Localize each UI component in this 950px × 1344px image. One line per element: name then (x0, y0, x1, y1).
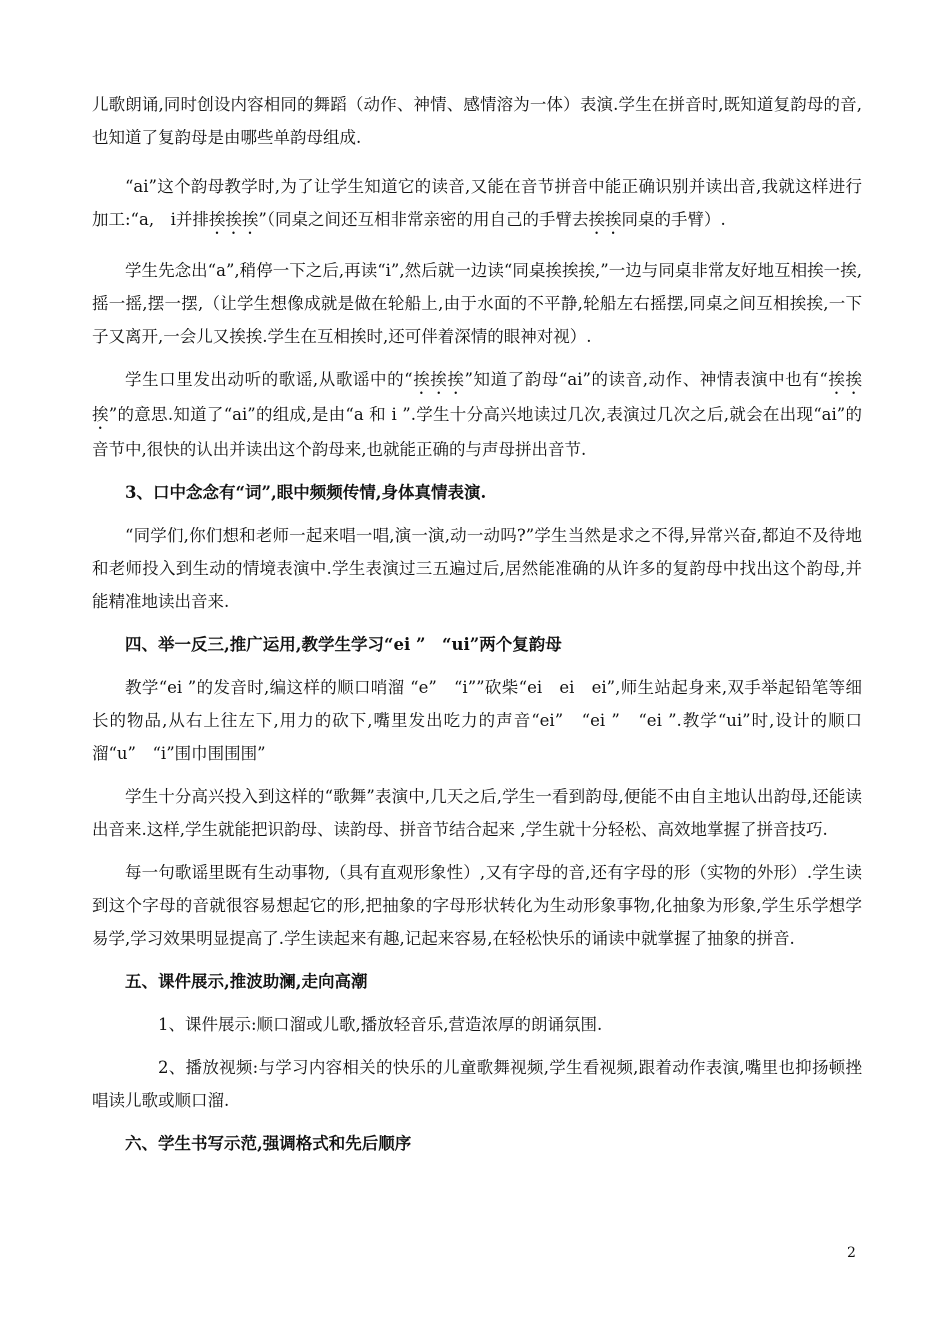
list-item: 1、课件展示:顺口溜或儿歌,播放轻音乐,营造浓厚的朗诵氛围. (158, 1015, 603, 1034)
paragraph (92, 363, 862, 466)
paragraph (92, 170, 862, 238)
paragraph: 儿歌朗诵,同时创设内容相同的舞蹈（动作、神情、感情溶为一体）表演.学生在拼音时,既知道复韵母的音,也知道了复韵母是由哪些单韵母组成. (92, 95, 862, 147)
text-run: ”的意思.知道了“ai”的组成,是由“a 和 i ”.学生十分高兴地读过几次,表演过几次之后,就会在出现“ai”的音节中,很快的认出并读出这个韵母来,也就能正确的与声母拼出音节. (92, 405, 862, 459)
paragraph: 每一句歌谣里既有生动事物,（具有直观形象性）,又有字母的音,还有字母的形（实物的外形）.学生读到这个字母的音就很容易想起它的形,把抽象的字母形状转化为生动形象事物,化抽象为形象,学生乐学想学易学,学习效果明显提高了.学生读起来有趣,记起来容易,在轻松快乐的诵读中就掌握了抽象的拼音. (92, 863, 862, 948)
text-run: ”（同桌之间还互相非常亲密的用自己的手臂去 (258, 210, 589, 229)
text-run: 学生口里发出动听的歌谣,从歌谣中的“ (125, 370, 413, 389)
text-run: “ai”这个韵母教学时,为了让学生知道它的读音,又能在音节拼音中能正确识别并读出音,我就这样进行加工:“a, i并排 (92, 177, 862, 229)
paragraph: 学生十分高兴投入到这样的“歌舞”表演中,几天之后,学生一看到韵母,便能不由自主地认出韵母,还能读出音来.这样,学生就能把识韵母、读韵母、拼音节结合起来 ,学生就十分轻松、高效地掌握了拼音技巧. (92, 787, 862, 839)
section-heading: 六、学生书写示范,强调格式和先后顺序 (125, 1134, 412, 1153)
text-run: 同桌的手臂）. (621, 210, 726, 229)
emphasized-text: 挨挨挨 (92, 370, 863, 424)
paragraph: “同学们,你们想和老师一起来唱一唱,演一演,动一动吗?”学生当然是求之不得,异常兴奋,都迫不及待地和老师投入到生动的情境表演中.学生表演过三五遍过后,居然能准确的从许多的复韵母中找出这个韵母,并能精准地读出音来. (92, 526, 862, 611)
emphasized-text: 挨挨 (588, 210, 622, 229)
page-number: 2 (847, 1245, 856, 1261)
paragraph: 学生先念出“a”,稍停一下之后,再读“i”,然后就一边读“同桌挨挨挨,”一边与同桌非常友好地互相挨一挨,摇一摇,摆一摆,（让学生想像成就是做在轮船上,由于水面的不平静,轮船左右摇摆,同桌之间互相挨挨,一下子又离开,一会儿又挨挨.学生在互相挨时,还可伴着深情的眼神对视）. (92, 261, 862, 346)
section-heading: 五、课件展示,推波助澜,走向高潮 (125, 972, 368, 991)
emphasized-text: 挨挨挨 (208, 210, 259, 229)
text-run: ”知道了韵母“ai”的读音,动作、神情表演中也有“ (464, 370, 828, 389)
list-item: 2、播放视频:与学习内容相关的快乐的儿童歌舞视频,学生看视频,跟着动作表演,嘴里也抑扬顿挫唱读儿歌或顺口溜. (92, 1058, 862, 1110)
section-heading: 3、口中念念有“词”,眼中频频传情,身体真情表演. (125, 483, 487, 502)
emphasized-text: 挨挨挨 (412, 370, 465, 389)
document-body (92, 88, 862, 1160)
section-heading: 四、举一反三,推广运用,教学生学习“ei ” “ui”两个复韵母 (125, 635, 562, 654)
paragraph: 教学“ei ”的发音时,编这样的顺口哨溜 “e” “i””砍柴“ei ei ei”,师生站起身来,双手举起铅笔等细长的物品,从右上往左下,用力的砍下,嘴里发出吃力的声音“ei” “ei ” “ei ”.教学“ui”时,设计的顺口溜“u” “i”围巾围围围” (92, 678, 862, 763)
